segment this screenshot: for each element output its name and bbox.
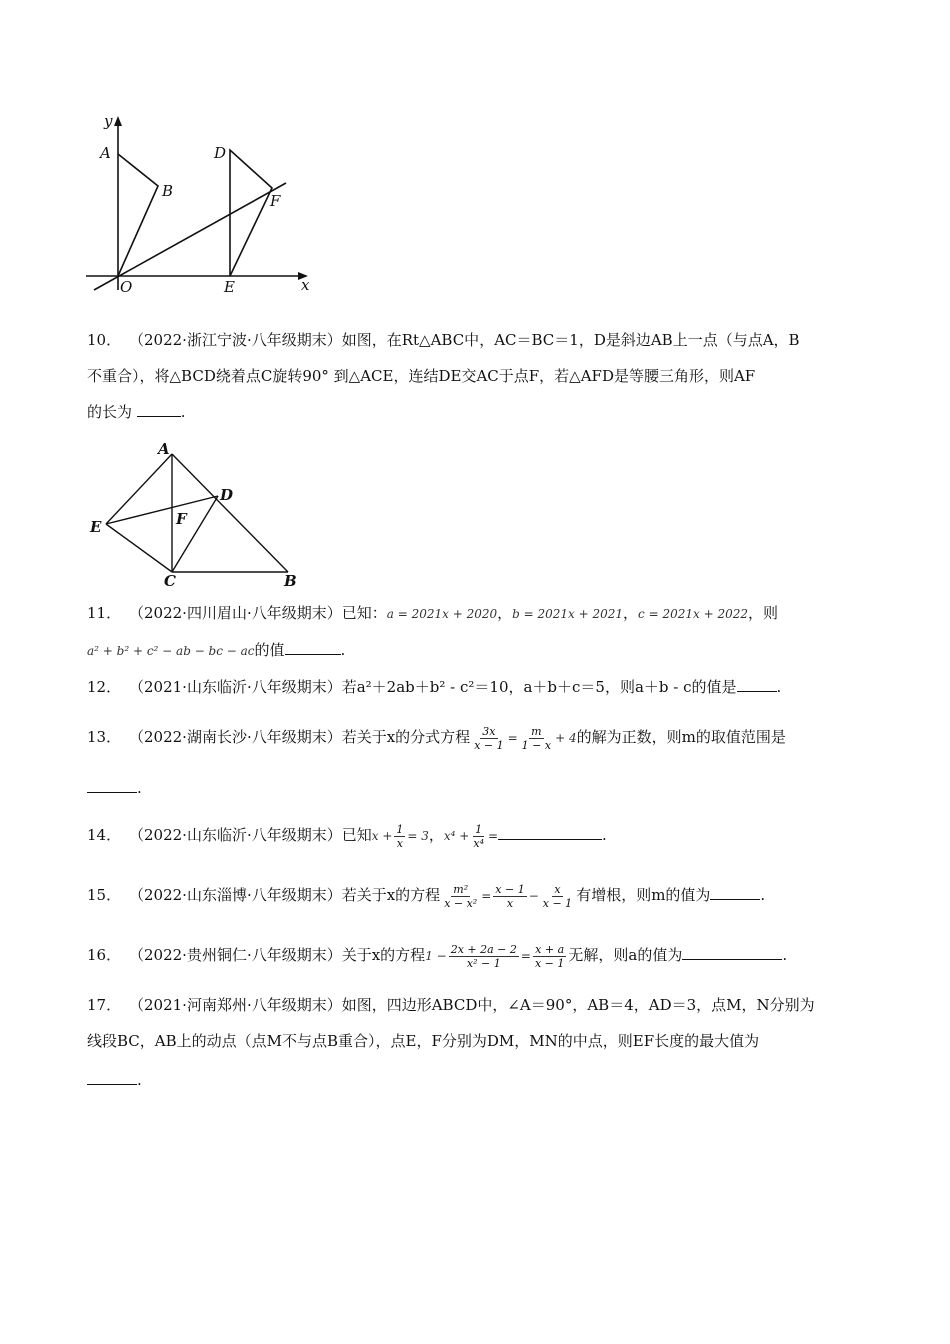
q16-one-minus: 1 − (425, 949, 447, 963)
q12-line (87, 677, 781, 697)
q13-line2 (87, 778, 142, 798)
label-c: C (164, 572, 176, 588)
q10-text1: 如图，在Rt△ABC中，AC＝BC＝1，D是斜边AB上一点（与点A，B (341, 331, 800, 349)
q15-pre: 若关于x的方程 (341, 886, 441, 904)
label-d: D (220, 486, 234, 504)
q14-equals: = (487, 829, 499, 843)
q15-period: . (760, 886, 766, 904)
q10-line2: 不重合），将△BCD绕着点C旋转90° 到△ACE，连结DE交AC于点F，若△AFD是等腰三角形，则AF (87, 367, 756, 385)
label-b: B (284, 572, 297, 588)
q14-equals-three: = 3 (407, 829, 429, 843)
line-through-origin (94, 183, 286, 290)
q11-answer-blank[interactable] (285, 640, 341, 655)
q14-x4-plus: x⁴ + (443, 829, 470, 843)
segment-ed (106, 496, 218, 524)
q10-line3 (87, 402, 186, 422)
q17-source: （2021·河南郑州·八年级期末） (129, 996, 342, 1014)
q17-line1 (87, 995, 815, 1015)
q15-fraction-1: $\frac{\text{m²}}{\text{x − x²}}$ (444, 882, 478, 910)
q14-period: . (602, 826, 607, 844)
q11-a-expr: a = 2021x + 2020 (386, 607, 498, 621)
q11-then: ，则 (747, 604, 778, 622)
q17-line3 (87, 1070, 142, 1090)
q10-period: . (180, 403, 186, 421)
q17-number: 17． (87, 996, 122, 1014)
q13-post: 的解为正数，则m的取值范围是 (576, 728, 786, 746)
q14-line (87, 820, 607, 851)
q14-comma: ， (428, 826, 444, 844)
q11-number: 11． (87, 604, 122, 622)
q16-post: 无解，则a的值为 (568, 946, 683, 964)
label-e: E (90, 518, 102, 536)
q15-post: 有增根，则m的值为 (576, 886, 711, 904)
q15-number: 15． (87, 886, 122, 904)
q16-period: . (782, 946, 788, 964)
q11-b-expr: b = 2021x + 2021 (512, 607, 624, 621)
label-x: x (301, 276, 310, 294)
q17-line2: 线段BC，AB上的动点（点M不与点B重合），点E，F分别为DM，MN的中点，则EF长度的最大值为 (87, 1032, 760, 1050)
label-o: O (120, 278, 133, 296)
q11-pre: 已知： (341, 604, 387, 622)
y-axis-arrow-icon (114, 116, 122, 126)
q11-source: （2022·四川眉山·八年级期末） (129, 604, 342, 622)
q12-source: （2021·山东临沂·八年级期末） (129, 678, 342, 696)
q15-equals: = (481, 889, 492, 903)
triangle-figure (84, 438, 304, 588)
label-b: B (162, 182, 174, 200)
q12-answer-blank[interactable] (737, 677, 777, 692)
q16-answer-blank[interactable] (682, 945, 782, 960)
q14-source: （2022·山东临沂·八年级期末） (129, 826, 342, 844)
label-a: A (158, 440, 170, 458)
q17-answer-blank[interactable] (87, 1070, 137, 1085)
q14-x-plus: x + (371, 829, 393, 843)
q17-period: . (137, 1071, 142, 1089)
q13-period: . (137, 779, 142, 797)
side-ea (106, 454, 172, 524)
q15-fraction-3: $\frac{x}{x - 1}$ (542, 882, 573, 910)
q11-line1: 11． （2022·四川眉山·八年级期末）已知：a = 2021x + 2020，b = 2021x + 2021，c = 2021x + 2022，则 (87, 604, 778, 622)
q15-fraction-2: $\frac{x - 1}{x}$ (495, 882, 525, 910)
q16-equals: = (520, 949, 531, 963)
q10-line1 (87, 330, 800, 350)
q13-source: （2022·湖南长沙·八年级期末） (129, 728, 342, 746)
q17-text1: 如图，四边形ABCD中，∠A＝90°，AB＝4，AD＝3，点M，N分别为 (341, 996, 815, 1014)
q15-line (87, 880, 765, 911)
triangle-def (230, 150, 272, 276)
q14-pre: 已知 (341, 826, 372, 844)
coordinate-figure (80, 110, 320, 300)
q16-number: 16． (87, 946, 122, 964)
side-ec (106, 524, 172, 572)
label-f: F (270, 192, 281, 210)
q13-fraction-2: $\frac{m}{1 - x}$ (521, 724, 552, 752)
q13-line1 (87, 722, 786, 753)
label-e: E (224, 278, 235, 296)
q14-fraction-2: $\frac{1}{\text{x⁴}}$ (473, 822, 484, 850)
q15-source: （2022·山东淄博·八年级期末） (129, 886, 342, 904)
q11-c-expr: c = 2021x + 2022 (638, 607, 748, 621)
q12-period: . (776, 678, 782, 696)
q13-number: 13． (87, 728, 122, 746)
q16-line (87, 940, 787, 971)
q11-expression: a² + b² + c² − ab − bc − ac (87, 644, 255, 658)
q16-source: （2022·贵州铜仁·八年级期末） (129, 946, 342, 964)
q10-text3: 的长为 (87, 403, 133, 421)
label-f: F (176, 510, 187, 528)
q10-source: （2022·浙江宁波·八年级期末） (129, 331, 342, 349)
q11-period: . (340, 641, 346, 659)
segment-cd (172, 496, 218, 572)
q14-answer-blank[interactable] (498, 825, 602, 840)
q10-answer-blank[interactable] (137, 402, 181, 417)
q13-answer-blank[interactable] (87, 778, 137, 793)
q11-line2 (87, 640, 345, 661)
q10-number: 10． (87, 331, 122, 349)
q15-minus: − (528, 889, 539, 903)
q16-fraction-2: $\frac{x + a}{x - 1}$ (534, 942, 565, 970)
q13-equals: = (507, 731, 518, 745)
side-ab (172, 454, 288, 572)
q12-text: 若a²＋2ab＋b² - c²＝10，a＋b＋c＝5，则a＋b - c的值是 (341, 678, 737, 696)
q13-pre: 若关于x的分式方程 (341, 728, 471, 746)
label-d: D (214, 144, 227, 162)
q16-pre: 关于x的方程 (341, 946, 426, 964)
q15-answer-blank[interactable] (710, 885, 760, 900)
q16-fraction-1: $\frac{2x + 2a - 2}{\text{x² − 1}}$ (450, 942, 517, 970)
q13-fraction-1: $\frac{3x}{x - 1}$ (474, 724, 504, 752)
q14-number: 14． (87, 826, 122, 844)
label-y: y (104, 112, 113, 130)
q13-plus-four: + 4 (555, 731, 577, 745)
label-a: A (100, 144, 111, 162)
q12-number: 12． (87, 678, 122, 696)
q11-tail: 的值 (254, 641, 285, 659)
q14-fraction-1: $\frac{1}{x}$ (396, 822, 404, 850)
